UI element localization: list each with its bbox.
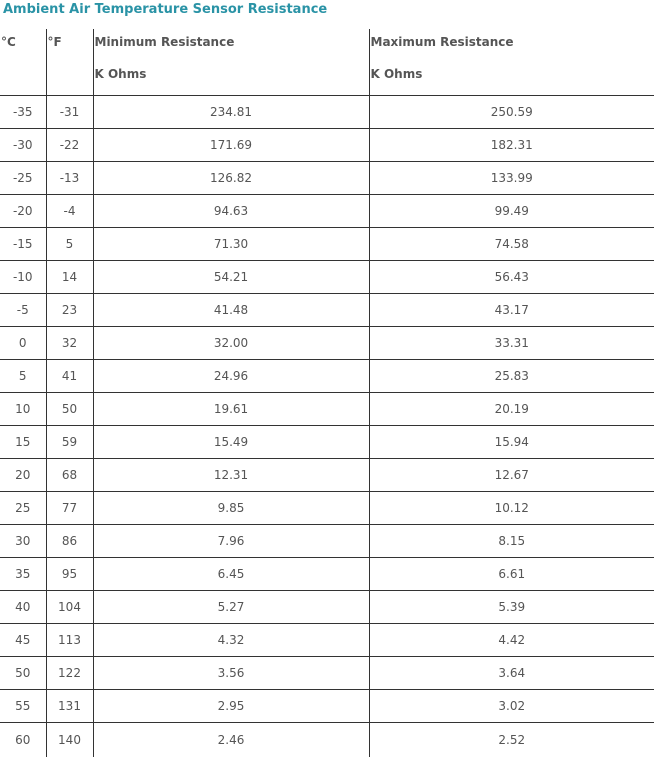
cell-fahrenheit: 131 bbox=[46, 690, 93, 723]
cell-fahrenheit: -13 bbox=[46, 162, 93, 195]
cell-celsius: 15 bbox=[0, 426, 46, 459]
table-row bbox=[0, 162, 654, 195]
header-max-resistance bbox=[369, 29, 654, 96]
header-min-label: Minimum Resistance bbox=[94, 35, 235, 49]
cell-max-resistance: 15.94 bbox=[369, 426, 654, 459]
cell-max-resistance: 74.58 bbox=[369, 228, 654, 261]
cell-fahrenheit: 86 bbox=[46, 525, 93, 558]
cell-max-resistance: 182.31 bbox=[369, 129, 654, 162]
cell-max-resistance: 10.12 bbox=[369, 492, 654, 525]
table-row bbox=[0, 657, 654, 690]
cell-fahrenheit: -22 bbox=[46, 129, 93, 162]
cell-celsius: 35 bbox=[0, 558, 46, 591]
table-row bbox=[0, 558, 654, 591]
table-row bbox=[0, 426, 654, 459]
table-row bbox=[0, 228, 654, 261]
header-min-unit: K Ohms bbox=[94, 67, 147, 81]
table-row bbox=[0, 723, 654, 758]
table-row bbox=[0, 459, 654, 492]
cell-min-resistance: 126.82 bbox=[93, 162, 369, 195]
cell-max-resistance: 6.61 bbox=[369, 558, 654, 591]
header-row bbox=[0, 29, 654, 96]
cell-celsius: -25 bbox=[0, 162, 46, 195]
cell-max-resistance: 99.49 bbox=[369, 195, 654, 228]
cell-max-resistance: 20.19 bbox=[369, 393, 654, 426]
cell-fahrenheit: 59 bbox=[46, 426, 93, 459]
table-body bbox=[0, 96, 654, 758]
cell-fahrenheit: 95 bbox=[46, 558, 93, 591]
table-row bbox=[0, 690, 654, 723]
header-max-unit: K Ohms bbox=[370, 67, 423, 81]
cell-min-resistance: 4.32 bbox=[93, 624, 369, 657]
cell-min-resistance: 19.61 bbox=[93, 393, 369, 426]
table-row bbox=[0, 294, 654, 327]
table-row bbox=[0, 492, 654, 525]
cell-fahrenheit: 14 bbox=[46, 261, 93, 294]
cell-min-resistance: 234.81 bbox=[93, 96, 369, 129]
cell-fahrenheit: 68 bbox=[46, 459, 93, 492]
cell-min-resistance: 24.96 bbox=[93, 360, 369, 393]
cell-fahrenheit: 5 bbox=[46, 228, 93, 261]
cell-fahrenheit: 104 bbox=[46, 591, 93, 624]
cell-max-resistance: 43.17 bbox=[369, 294, 654, 327]
cell-max-resistance: 33.31 bbox=[369, 327, 654, 360]
cell-celsius: -5 bbox=[0, 294, 46, 327]
table-row bbox=[0, 360, 654, 393]
cell-fahrenheit: 32 bbox=[46, 327, 93, 360]
cell-celsius: 25 bbox=[0, 492, 46, 525]
cell-max-resistance: 5.39 bbox=[369, 591, 654, 624]
header-celsius-label: °C bbox=[1, 35, 16, 49]
cell-min-resistance: 94.63 bbox=[93, 195, 369, 228]
page-title: Ambient Air Temperature Sensor Resistance bbox=[3, 2, 328, 17]
cell-celsius: -15 bbox=[0, 228, 46, 261]
cell-celsius: 0 bbox=[0, 327, 46, 360]
cell-celsius: -20 bbox=[0, 195, 46, 228]
cell-max-resistance: 56.43 bbox=[369, 261, 654, 294]
cell-celsius: 45 bbox=[0, 624, 46, 657]
cell-min-resistance: 12.31 bbox=[93, 459, 369, 492]
header-max-label: Maximum Resistance bbox=[370, 35, 514, 49]
table-row bbox=[0, 327, 654, 360]
cell-min-resistance: 32.00 bbox=[93, 327, 369, 360]
table-row bbox=[0, 261, 654, 294]
cell-max-resistance: 25.83 bbox=[369, 360, 654, 393]
cell-max-resistance: 8.15 bbox=[369, 525, 654, 558]
header-celsius bbox=[0, 29, 46, 96]
cell-celsius: 10 bbox=[0, 393, 46, 426]
table-row bbox=[0, 591, 654, 624]
cell-max-resistance: 3.64 bbox=[369, 657, 654, 690]
cell-max-resistance: 250.59 bbox=[369, 96, 654, 129]
cell-max-resistance: 133.99 bbox=[369, 162, 654, 195]
cell-celsius: 30 bbox=[0, 525, 46, 558]
cell-fahrenheit: 41 bbox=[46, 360, 93, 393]
cell-min-resistance: 2.46 bbox=[93, 723, 369, 758]
cell-fahrenheit: 23 bbox=[46, 294, 93, 327]
table-row bbox=[0, 96, 654, 129]
cell-fahrenheit: 140 bbox=[46, 723, 93, 758]
cell-fahrenheit: -4 bbox=[46, 195, 93, 228]
cell-celsius: 40 bbox=[0, 591, 46, 624]
cell-min-resistance: 6.45 bbox=[93, 558, 369, 591]
cell-max-resistance: 4.42 bbox=[369, 624, 654, 657]
cell-fahrenheit: 122 bbox=[46, 657, 93, 690]
cell-celsius: 50 bbox=[0, 657, 46, 690]
table-row bbox=[0, 624, 654, 657]
cell-celsius: -10 bbox=[0, 261, 46, 294]
cell-max-resistance: 3.02 bbox=[369, 690, 654, 723]
cell-celsius: 20 bbox=[0, 459, 46, 492]
cell-min-resistance: 41.48 bbox=[93, 294, 369, 327]
cell-min-resistance: 9.85 bbox=[93, 492, 369, 525]
cell-celsius: 55 bbox=[0, 690, 46, 723]
cell-celsius: 5 bbox=[0, 360, 46, 393]
cell-min-resistance: 71.30 bbox=[93, 228, 369, 261]
header-fahrenheit bbox=[46, 29, 93, 96]
table-row bbox=[0, 525, 654, 558]
cell-max-resistance: 12.67 bbox=[369, 459, 654, 492]
cell-min-resistance: 5.27 bbox=[93, 591, 369, 624]
cell-min-resistance: 3.56 bbox=[93, 657, 369, 690]
table-row bbox=[0, 195, 654, 228]
cell-min-resistance: 15.49 bbox=[93, 426, 369, 459]
cell-fahrenheit: 77 bbox=[46, 492, 93, 525]
header-fahrenheit-label: °F bbox=[47, 35, 62, 49]
cell-min-resistance: 171.69 bbox=[93, 129, 369, 162]
cell-celsius: -35 bbox=[0, 96, 46, 129]
header-min-resistance bbox=[93, 29, 369, 96]
cell-min-resistance: 7.96 bbox=[93, 525, 369, 558]
cell-fahrenheit: -31 bbox=[46, 96, 93, 129]
cell-fahrenheit: 113 bbox=[46, 624, 93, 657]
resistance-table bbox=[0, 29, 654, 757]
table-row bbox=[0, 393, 654, 426]
cell-fahrenheit: 50 bbox=[46, 393, 93, 426]
table-row bbox=[0, 129, 654, 162]
cell-max-resistance: 2.52 bbox=[369, 723, 654, 758]
cell-celsius: 60 bbox=[15, 733, 31, 747]
cell-celsius: -30 bbox=[0, 129, 46, 162]
cell-min-resistance: 54.21 bbox=[93, 261, 369, 294]
cell-min-resistance: 2.95 bbox=[93, 690, 369, 723]
